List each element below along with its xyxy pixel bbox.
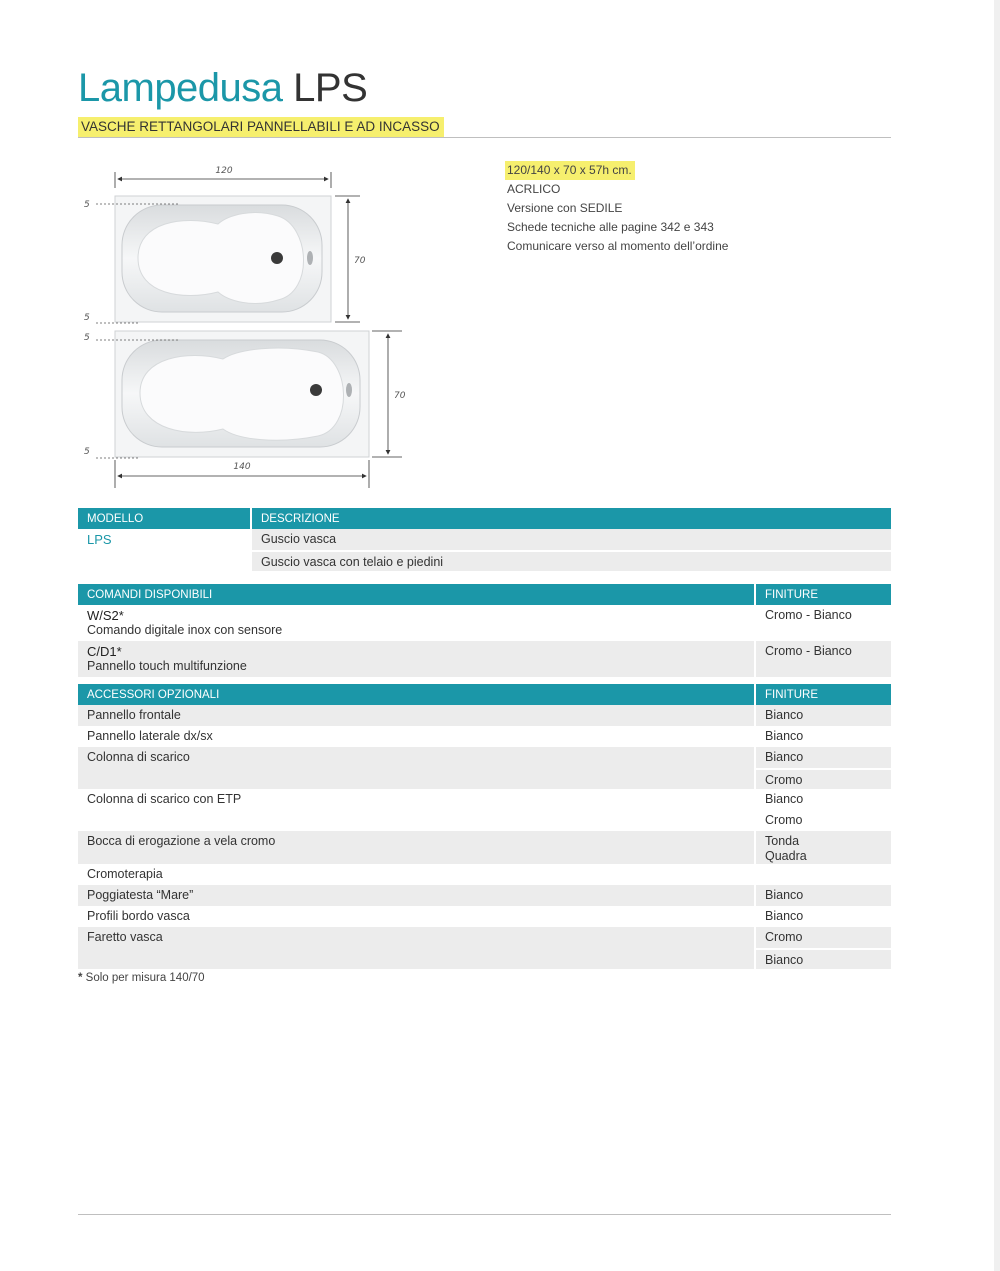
drain-icon xyxy=(271,252,283,264)
spec-sheets: Schede tecniche alle pagine 342 e 343 xyxy=(507,220,714,234)
dim-offset: 5 xyxy=(84,200,90,210)
accessory-finish: Bianco xyxy=(754,726,891,747)
header-comandi: COMANDI DISPONIBILI xyxy=(78,584,754,605)
accessory-finish: Bianco xyxy=(754,906,891,927)
accessory-finish: Bianco xyxy=(754,705,891,726)
table-row xyxy=(78,789,891,810)
table-row xyxy=(78,864,891,885)
accessory-name: Bocca di erogazione a vela cromo xyxy=(87,834,276,848)
header-accessori: ACCESSORI OPZIONALI xyxy=(78,684,754,705)
table-row xyxy=(78,831,891,864)
control-desc: Comando digitale inox con sensore xyxy=(87,623,283,637)
table-row xyxy=(78,641,891,677)
drain-icon xyxy=(310,384,322,396)
footnote xyxy=(78,972,205,984)
accessory-finish: Cromo xyxy=(754,810,891,831)
header-divider xyxy=(78,137,891,138)
title-code: LPS xyxy=(293,66,368,110)
accessory-finish: Bianco xyxy=(754,885,891,906)
tub-120-top-view xyxy=(115,196,331,322)
tub-140-top-view xyxy=(115,331,369,457)
accessory-name: Colonna di scarico xyxy=(87,750,190,764)
controls-table xyxy=(78,584,891,677)
control-finish: Cromo - Bianco xyxy=(765,608,852,622)
table-row xyxy=(78,885,891,906)
dim-width-140: 140 xyxy=(233,462,251,472)
header-finiture: FINITURE xyxy=(754,684,891,705)
dim-offset: 5 xyxy=(84,313,90,323)
model-table xyxy=(78,508,891,571)
table-row xyxy=(78,927,891,948)
overflow-icon xyxy=(307,251,313,265)
header-finiture: FINITURE xyxy=(754,584,891,605)
footer-divider xyxy=(78,1214,891,1215)
accessory-name: Pannello frontale xyxy=(87,708,181,722)
dim-offset: 5 xyxy=(84,333,90,343)
accessory-name: Faretto vasca xyxy=(87,930,163,944)
accessory-finish: Tonda xyxy=(765,834,800,848)
accessories-table xyxy=(78,684,891,969)
accessory-finish: Cromo xyxy=(754,927,891,948)
table-row xyxy=(78,605,891,641)
bathtub-technical-drawing xyxy=(78,160,418,495)
spec-version: Versione con SEDILE xyxy=(507,201,623,215)
accessory-finish: Quadra xyxy=(765,849,807,863)
spec-material: ACRLICO xyxy=(507,182,561,196)
description-cell: Guscio vasca con telaio e piedini xyxy=(250,550,891,571)
overflow-icon xyxy=(346,383,352,397)
page-title xyxy=(78,66,367,110)
dim-width-120: 120 xyxy=(215,166,233,176)
table-row xyxy=(78,705,891,726)
spec-list xyxy=(507,161,728,256)
accessory-name: Profili bordo vasca xyxy=(87,909,190,923)
accessory-finish: Bianco xyxy=(754,948,891,969)
accessory-name: Colonna di scarico con ETP xyxy=(87,792,242,806)
table-row xyxy=(78,906,891,927)
control-code: W/S2* xyxy=(87,608,124,623)
description-cell: Guscio vasca xyxy=(250,529,891,550)
dim-height-bottom: 70 xyxy=(394,391,406,401)
header-modello: MODELLO xyxy=(78,508,250,529)
accessory-finish: Bianco xyxy=(754,747,891,768)
title-name: Lampedusa xyxy=(78,66,283,110)
control-finish: Cromo - Bianco xyxy=(765,644,852,658)
spec-order-note: Comunicare verso al momento dell’ordine xyxy=(507,239,729,253)
footnote-text: Solo per misura 140/70 xyxy=(82,972,205,984)
header-descrizione: DESCRIZIONE xyxy=(250,508,891,529)
accessory-name: Cromoterapia xyxy=(87,867,163,881)
dim-height-top: 70 xyxy=(354,256,366,266)
accessory-name: Poggiatesta “Mare” xyxy=(87,888,194,902)
dim-offset: 5 xyxy=(84,447,90,457)
accessory-finish: Bianco xyxy=(754,789,891,810)
table-row xyxy=(78,747,891,768)
footnote-star: * xyxy=(78,972,83,984)
accessory-finish: Cromo xyxy=(754,768,891,789)
accessory-name: Pannello laterale dx/sx xyxy=(87,729,213,743)
control-code: C/D1* xyxy=(87,644,122,659)
page-edge-strip xyxy=(994,0,1000,1271)
accessory-finish xyxy=(754,864,891,885)
page-subtitle: VASCHE RETTANGOLARI PANNELLABILI E AD INCASSO xyxy=(78,117,444,137)
control-desc: Pannello touch multifunzione xyxy=(87,659,247,673)
table-row xyxy=(78,726,891,747)
model-code: LPS xyxy=(87,532,112,547)
spec-dimensions: 120/140 x 70 x 57h cm. xyxy=(505,161,635,180)
